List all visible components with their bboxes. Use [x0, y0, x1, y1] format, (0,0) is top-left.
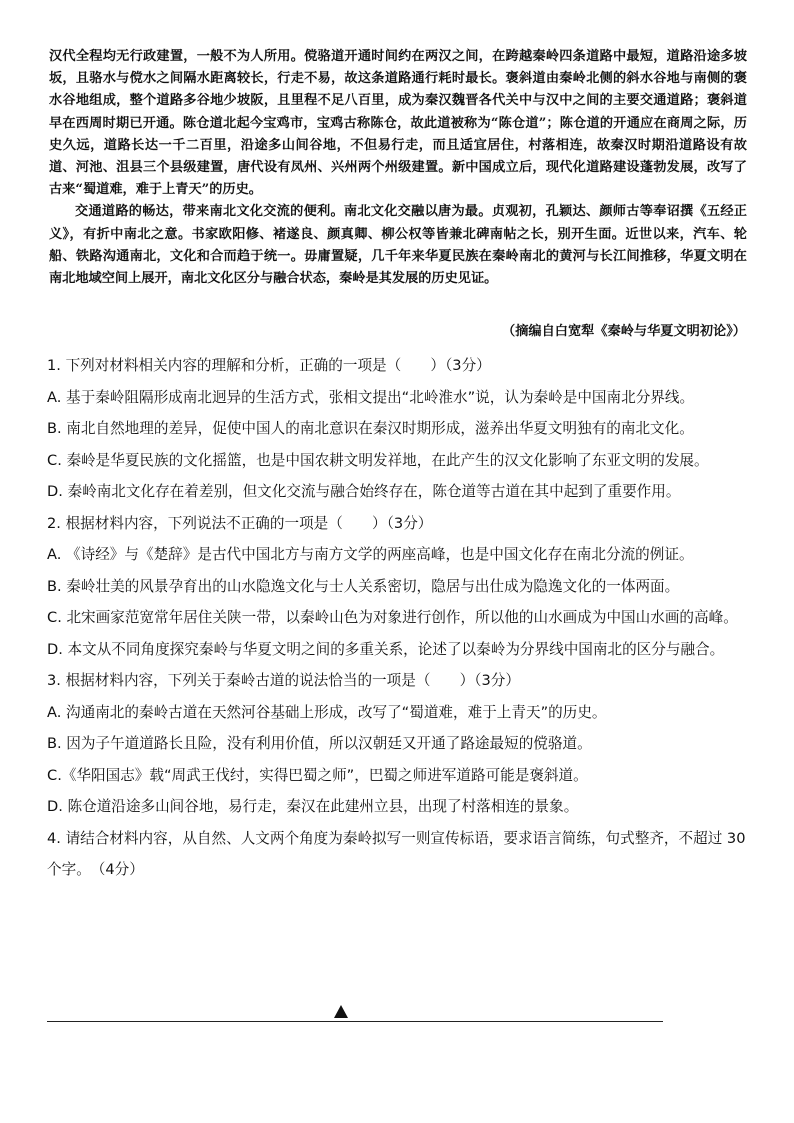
question-3-option-c: C.《华阳国志》载“周武王伐纣，实得巴蜀之师”，巴蜀之师进军道路可能是褒斜道。 — [47, 766, 588, 784]
question-1-option-a: A. 基于秦岭阻隔形成南北迥异的生活方式，张相文提出“北岭淮水”说，认为秦岭是中国南北分界线。 — [47, 388, 695, 406]
question-1-stem: 1. 下列对材料相关内容的理解和分析，正确的一项是（ ）（3分） — [47, 357, 491, 374]
question-2-option-b: B. 秦岭壮美的风景孕育出的山水隐逸文化与士人关系密切，隐居与出仕成为隐逸文化的一体两面。 — [47, 577, 680, 595]
question-1-option-d: D. 秦岭南北文化存在着差别，但文化交流与融合始终存在，陈仓道等古道在其中起到了重要作用。 — [47, 483, 681, 500]
passage-source: （摘编自白宽犁《秦岭与华夏文明初论》） — [502, 324, 746, 339]
question-2-option-a: A. 《诗经》与《楚辞》是古代中国北方与南方文学的两座高峰，也是中国文化存在南北分流的例证。 — [47, 546, 694, 563]
question-2-stem: 2. 根据材料内容，下列说法不正确的一项是（ ）（3分） — [47, 514, 433, 532]
passage-paragraph-1: 汉代全程均无行政建置，一般不为人所用。傥骆道开通时间约在两汉之间，在跨越秦岭四条道路中最短，道路沿途多坡坂，且骆水与傥水之间隔水距离较长，行走不易，故这条道路通行耗时最长。褒斜道由秦岭北侧的斜水谷地与南侧的褒水谷地组成，整个道路多谷地少坡阪，且里程不足八百里，成为秦汉魏晋各代关中与汉中之间的主要交通道路；褒斜道早在西周时期已开通。陈仓道北起今宝鸡市，宝鸡古称陈仓，故此道被称为“陈仓道”；陈仓道的开通应在商周之际，历史久远，道路长达一千二百里，沿途多山间谷地，不但易行走，而且适宜居住，村落相连，故秦汉时期沿道路设有故道、河池、沮县三个县级建置，唐代设有凤州、兴州两个州级建置。新中国成立后，现代化道路建设蓬勃发展，改写了古来“蜀道难，难于上青天”的历史。 — [49, 49, 747, 198]
question-3-option-a: A. 沟通南北的秦岭古道在天然河谷基础上形成，改写了“蜀道难，难于上青天”的历史。 — [47, 703, 607, 721]
reading-passage — [49, 46, 747, 290]
page-divider — [47, 1021, 663, 1022]
passage-paragraph-2: 交通道路的畅达，带来南北文化交流的便利。南北文化交融以唐为最。贞观初，孔颖达、颜师古等奉诏撰《五经正义》，有折中南北之意。书家欧阳修、褚遂良、颜真卿、柳公权等皆兼北碑南帖之长，别开生面。近世以来，汽车、轮船、铁路沟通南北，文化和合而趋于统一。毋庸置疑，几千年来华夏民族在秦岭南北的黄河与长江间推移，华夏文明在南北地域空间上展开，南北文化区分与融合状态，秦岭是其发展的历史见证。 — [49, 204, 747, 287]
question-3-option-d: D. 陈仓道沿途多山间谷地，易行走，秦汉在此建州立县，出现了村落相连的景象。 — [47, 798, 579, 815]
question-1-option-c: C. 秦岭是华夏民族的文化摇篮，也是中国农耕文明发祥地，在此产生的汉文化影响了东亚文明的发展。 — [47, 451, 709, 469]
question-2-option-c: C. 北宋画家范宽常年居住关陕一带，以秦岭山色为对象进行创作，所以他的山水画成为中国山水画的高峰。 — [47, 609, 738, 626]
question-3-stem: 3. 根据材料内容，下列关于秦岭古道的说法恰当的一项是（ ）（3分） — [47, 672, 520, 689]
question-list — [47, 350, 751, 886]
triangle-marker-icon — [334, 1005, 348, 1018]
question-2-option-d: D. 本文从不同角度探究秦岭与华夏文明之间的多重关系，论述了以秦岭为分界线中国南北的区分与融合。 — [47, 640, 725, 658]
question-1-option-b: B. 南北自然地理的差异，促使中国人的南北意识在秦汉时期形成，滋养出华夏文明独有的南北文化。 — [47, 420, 694, 437]
question-3-option-b: B. 因为子午道道路长且险，没有利用价值，所以汉朝廷又开通了路途最短的傥骆道。 — [47, 735, 592, 752]
question-4-stem: 4. 请结合材料内容，从自然、人文两个角度为秦岭拟写一则宣传标语，要求语言简练，句式整齐，不超过 30 个字。 （4分） — [47, 829, 746, 878]
